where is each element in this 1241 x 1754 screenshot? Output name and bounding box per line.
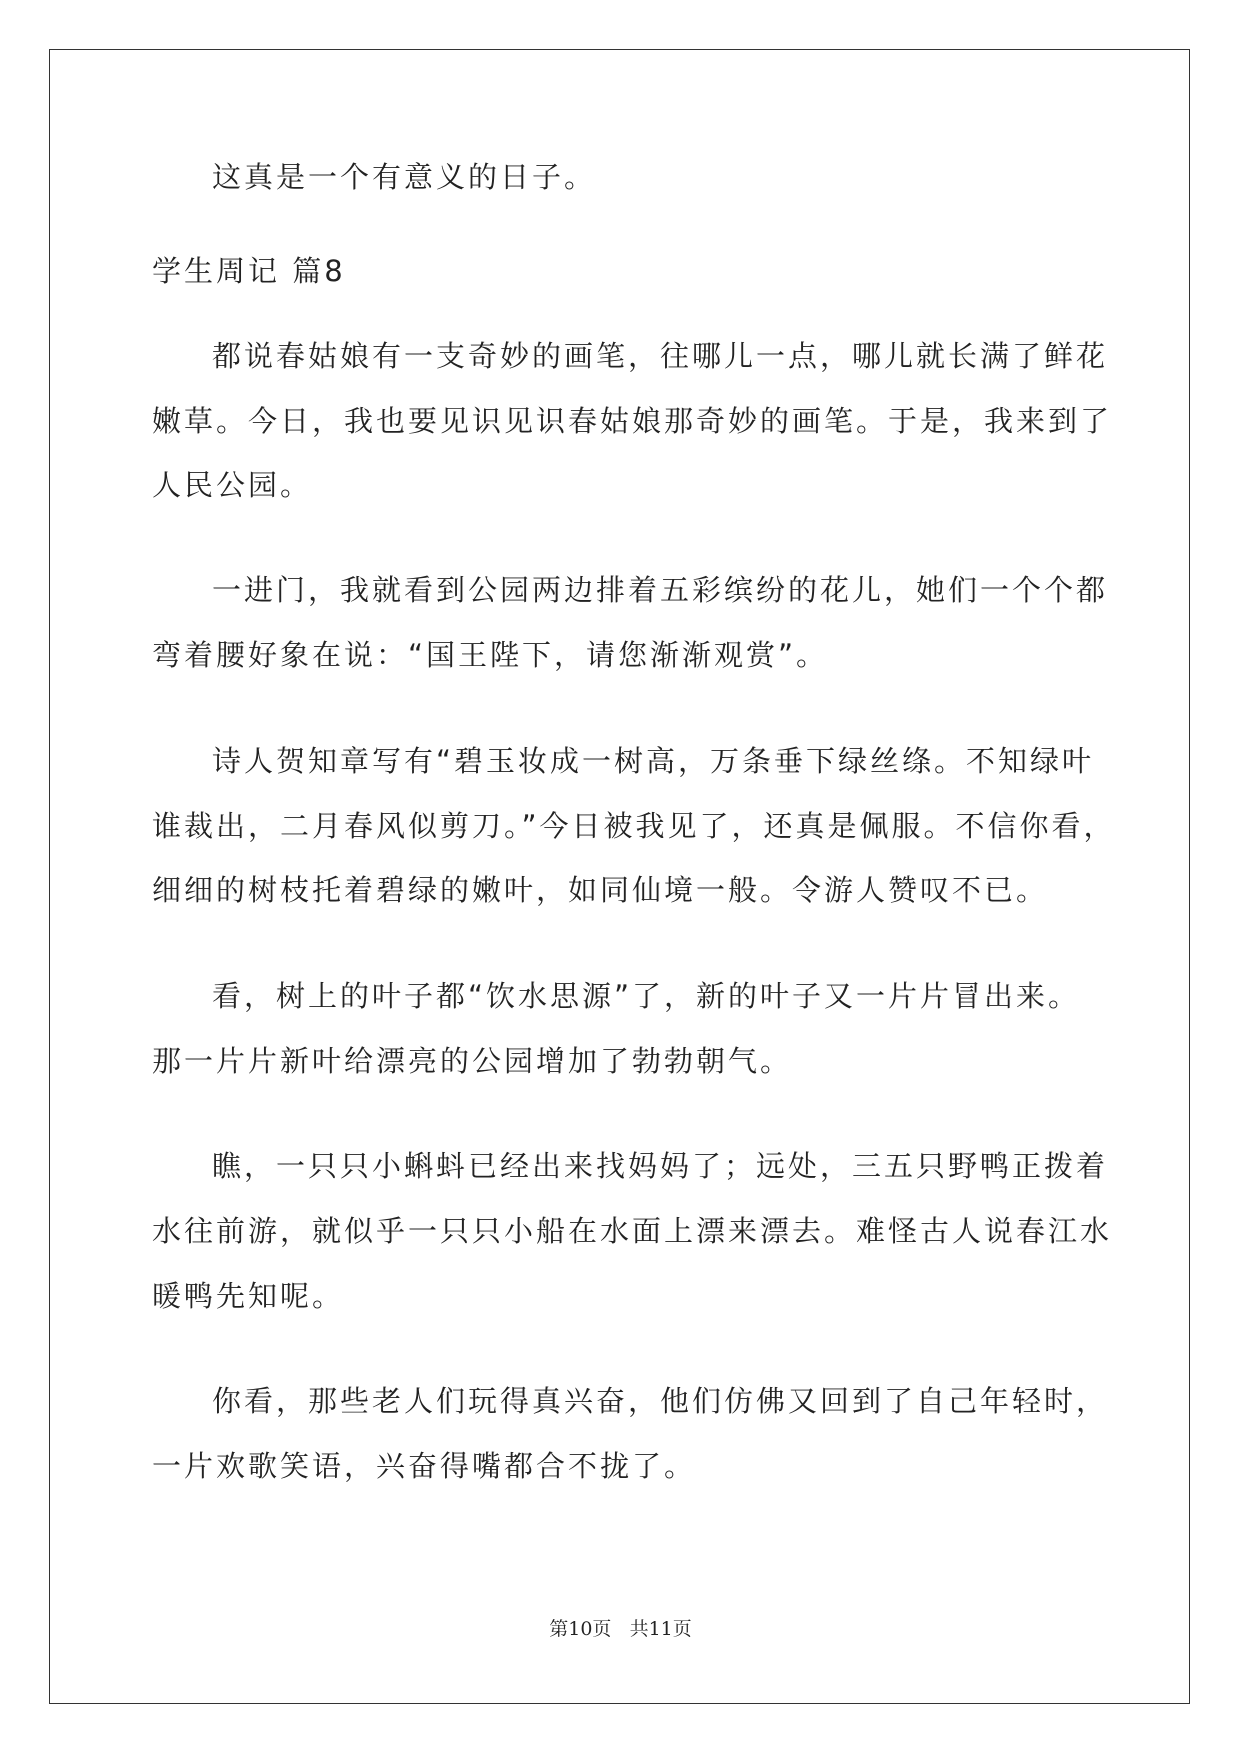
body-text-line: 都说春姑娘有一支奇妙的画笔，往哪儿一点，哪儿就长满了鲜花 (212, 339, 1109, 373)
body-text-line: 嫩草。今日，我也要见识见识春姑娘那奇妙的画笔。于是，我来到了 (152, 404, 1113, 438)
body-text-line: 弯着腰好象在说：“国王陛下，请您渐渐观赏”。 (152, 638, 829, 672)
body-text-line: 暖鸭先知呢。 (152, 1279, 345, 1313)
body-text-line: 这真是一个有意义的日子。 (212, 160, 597, 194)
body-text-line: 谁裁出，二月春风似剪刀。”今日被我见了，还真是佩服。不信你看， (152, 809, 1116, 843)
page-total: 共11页 (629, 1618, 692, 1640)
body-text-line: 你看，那些老人们玩得真兴奋，他们仿佛又回到了自己年轻时， (212, 1384, 1109, 1418)
footer-spacer (611, 1618, 629, 1640)
body-text-line: 一进门，我就看到公园两边排着五彩缤纷的花儿，她们一个个都 (212, 573, 1109, 607)
body-text-line: 瞧，一只只小蝌蚪已经出来找妈妈了；远处，三五只野鸭正拨着 (212, 1149, 1109, 1183)
body-text-line: 诗人贺知章写有“碧玉妆成一树高，万条垂下绿丝绦。不知绿叶 (212, 744, 1095, 778)
body-text-line: 水往前游，就似乎一只只小船在水面上漂来漂去。难怪古人说春江水 (152, 1214, 1113, 1248)
body-text-line: 看，树上的叶子都“饮水思源”了，新的叶子又一片片冒出来。 (212, 979, 1081, 1013)
section-heading: 学生周记 篇8 (152, 254, 346, 288)
body-text-line: 那一片片新叶给漂亮的公园增加了勃勃朝气。 (152, 1044, 793, 1078)
page-footer (0, 1614, 1241, 1641)
body-text-line: 人民公园。 (152, 468, 313, 502)
body-text-line: 一片欢歌笑语，兴奋得嘴都合不拢了。 (152, 1449, 697, 1483)
body-text-line: 细细的树枝托着碧绿的嫩叶，如同仙境一般。令游人赞叹不已。 (152, 873, 1049, 907)
page-number: 第10页 (549, 1618, 612, 1640)
